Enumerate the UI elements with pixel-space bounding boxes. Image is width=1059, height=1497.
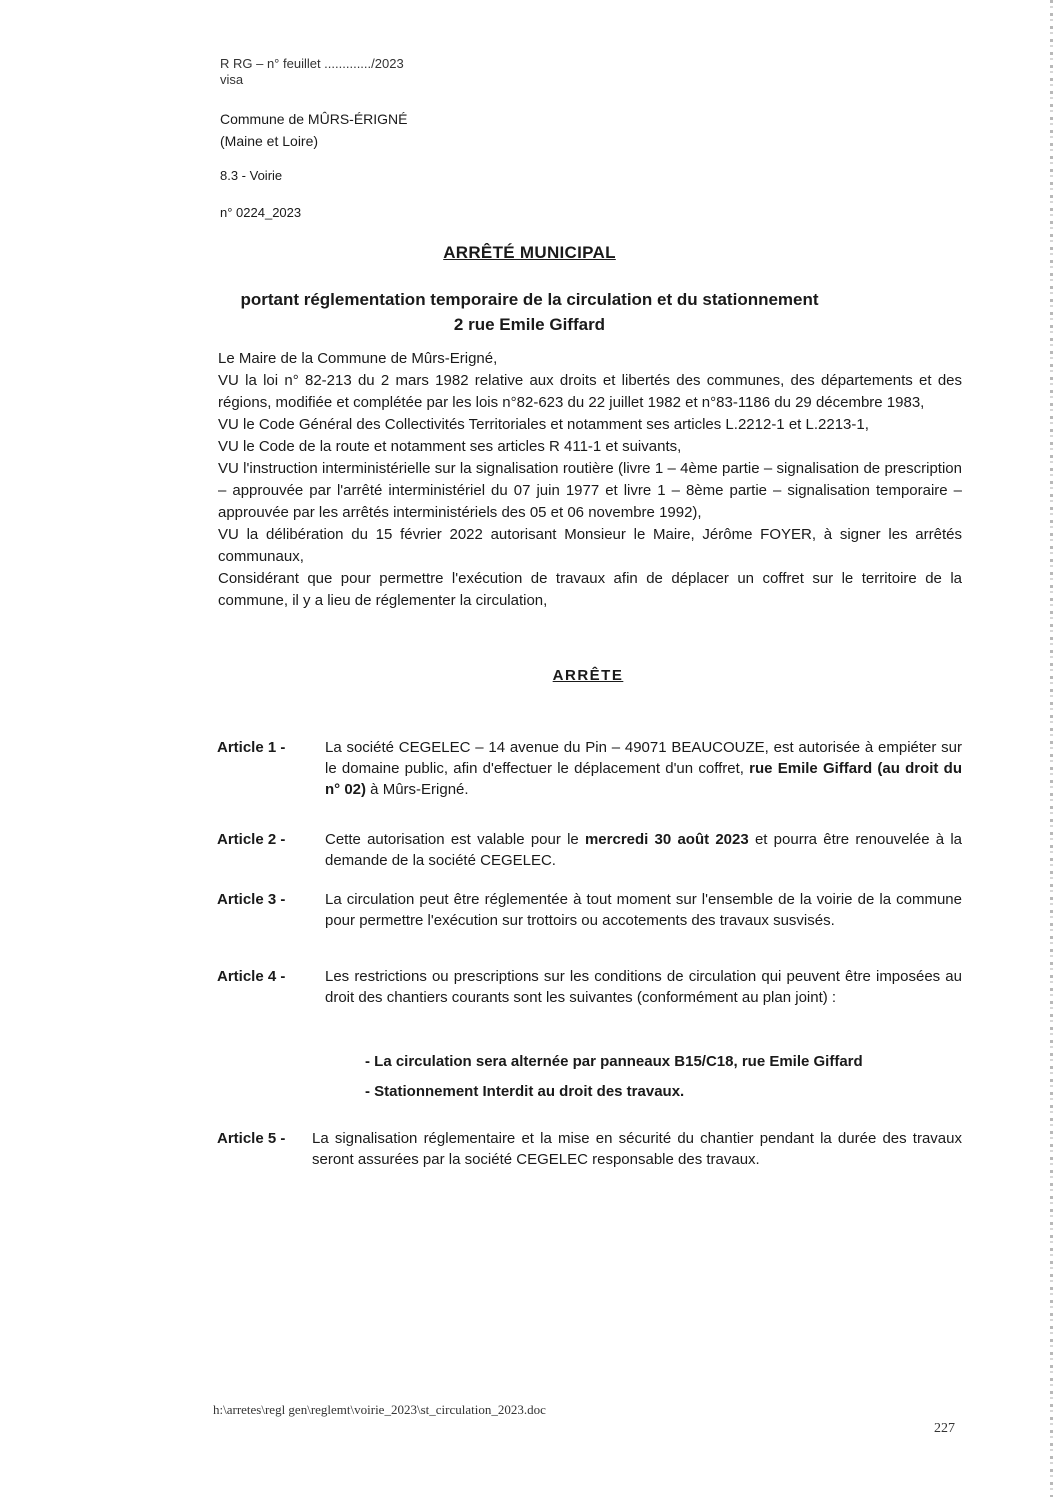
article-text-part: Cette autorisation est valable pour le	[325, 831, 585, 848]
preamble-vu-cgct: VU le Code Général des Collectivités Territoriales et notamment ses articles L.2212-1 et L.2213-1,	[218, 416, 869, 433]
page-number: 227	[934, 1421, 955, 1436]
article-text	[325, 829, 962, 871]
article-text: Les restrictions ou prescriptions sur les conditions de circulation qui peuvent être imposées au droit des chantiers courants sont les suivantes (conformément au plan joint) :	[325, 968, 962, 1006]
article-label: Article 4 -	[217, 968, 286, 985]
article-label: Article 5 -	[217, 1130, 286, 1147]
preamble-vu-deliberation: VU la délibération du 15 février 2022 autorisant Monsieur le Maire, Jérôme FOYER, à signer les arrêtés communaux,	[218, 526, 962, 565]
article-text-part: La société CEGELEC – 14 avenue du Pin – 49071 BEAUCOUZE, est autorisée à empiéter sur le domaine public, afin d'effectuer le déplacement d'un coffret,	[325, 739, 962, 777]
article-2	[217, 829, 962, 871]
preamble	[218, 348, 962, 612]
subtitle-line-1: portant réglementation temporaire de la circulation et du stationnement	[240, 290, 819, 309]
commune-department: (Maine et Loire)	[220, 133, 319, 149]
subtitle-line-2: 2 rue Emile Giffard	[453, 315, 606, 334]
article-label: Article 3 -	[217, 891, 286, 908]
article-text: La circulation peut être réglementée à tout moment sur l'ensemble de la voirie de la commune pour permettre l'exécution sur trottoirs ou accotements des travaux susvisés.	[325, 891, 962, 929]
article-text	[325, 737, 962, 800]
prescription-item: - Stationnement Interdit au droit des travaux.	[365, 1083, 685, 1100]
document-title: ARRÊTÉ MUNICIPAL	[443, 243, 616, 262]
scan-edge-artifact	[1050, 0, 1053, 1497]
preamble-maire: Le Maire de la Commune de Mûrs-Erigné,	[218, 350, 498, 367]
article-label: Article 2 -	[217, 831, 286, 848]
article-text: La signalisation réglementaire et la mise en sécurité du chantier pendant la durée des travaux seront assurées par la société CEGELEC responsable des travaux.	[312, 1130, 962, 1168]
article-4	[217, 966, 962, 1008]
prescription-item: - La circulation sera alternée par panneaux B15/C18, rue Emile Giffard	[365, 1053, 863, 1070]
prescription-list	[365, 1053, 863, 1113]
article-5	[217, 1128, 962, 1170]
arrete-heading: ARRÊTE	[552, 667, 624, 684]
preamble-considerant: Considérant que pour permettre l'exécution de travaux afin de déplacer un coffret sur le territoire de la commune, il y a lieu de réglementer la circulation,	[218, 570, 962, 609]
preamble-vu-code-route: VU le Code de la route et notamment ses articles R 411-1 et suivants,	[218, 438, 682, 455]
arrete-number: n° 0224_2023	[220, 205, 302, 220]
preamble-vu-instruction: VU l'instruction interministérielle sur la signalisation routière (livre 1 – 4ème partie – signalisation de prescription – approuvée par l'arrêté interministériel du 07 juin 1977 et livre 1 – 8ème partie – signalisation temporaire – approuvée par les arrêtés interministériels des 05 et 06 novembre 1992),	[218, 460, 962, 521]
registry-line: R RG – n° feuillet ............./2023	[220, 56, 404, 71]
article-label: Article 1 -	[217, 739, 286, 756]
article-text-bold: rue Emile Giffard (au droit du n° 02)	[325, 760, 962, 798]
registry-reference	[220, 56, 404, 88]
rubrique: 8.3 - Voirie	[220, 168, 283, 183]
article-text-part: et pourra être renouvelée à la demande de la société CEGELEC.	[325, 831, 962, 869]
article-text-part: à Mûrs-Erigné.	[366, 781, 469, 798]
article-3	[217, 889, 962, 931]
article-text-bold: mercredi 30 août 2023	[584, 831, 749, 848]
file-path: h:\arretes\regl gen\reglemt\voirie_2023\st_circulation_2023.doc	[213, 1402, 546, 1417]
visa-line: visa	[220, 72, 244, 87]
preamble-vu-loi: VU la loi n° 82-213 du 2 mars 1982 relative aux droits et libertés des communes, des départements et des régions, modifiée et complétée par les lois n°82-623 du 22 juillet 1982 et n°83-1186 du 29 décembre 1983,	[218, 372, 962, 411]
document-subtitle	[0, 287, 1059, 337]
article-1	[217, 737, 962, 800]
commune-name: Commune de MÛRS-ÉRIGNÉ	[220, 111, 408, 127]
commune-block	[220, 108, 408, 152]
